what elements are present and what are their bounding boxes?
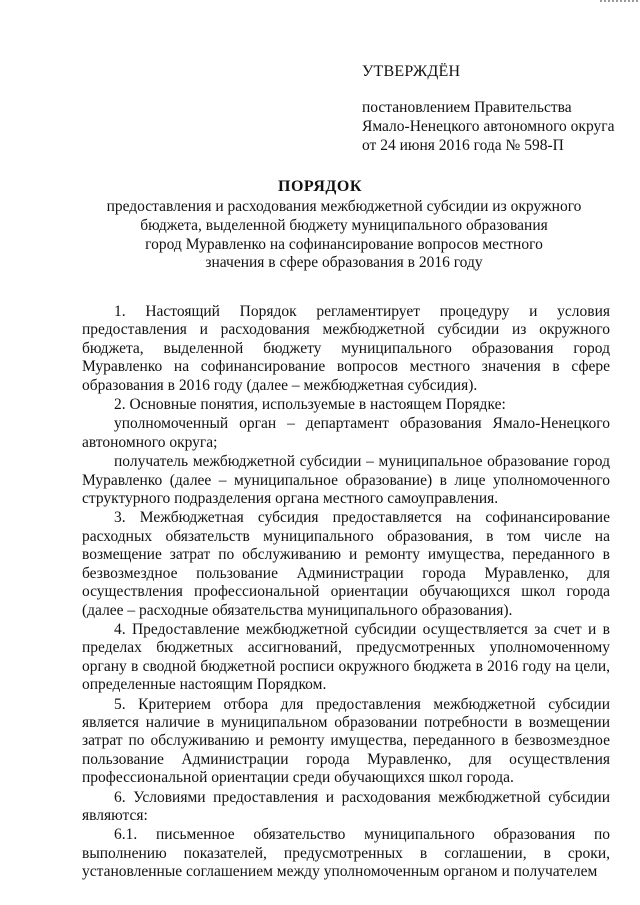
approval-line: постановлением Правительства xyxy=(362,99,572,116)
document-body xyxy=(82,303,610,882)
document-title: ПОРЯДОК xyxy=(278,178,362,195)
approval-block xyxy=(362,62,632,155)
approval-line: Ямало-Ненецкого автономного округа xyxy=(362,118,615,135)
page-edge-mark xyxy=(600,0,638,5)
paragraph-6-1: 6.1. письменное обязательство муниципального образования по выполнению показателей, предусмотренных в соглашении, в сроки, установленные соглашением между уполномоченным органом и получателем xyxy=(82,826,610,881)
subtitle-line: город Муравленко на софинансирование вопросов местного xyxy=(145,235,543,253)
definition-authorized-body: уполномоченный орган – департамент образования Ямало-Ненецкого автономного округа; xyxy=(82,415,610,451)
subtitle-line: бюджета, выделенной бюджету муниципального образования xyxy=(140,216,548,234)
paragraph-2: 2. Основные понятия, используемые в настоящем Порядке: xyxy=(114,396,506,414)
subtitle-line: значения в сфере образования в 2016 году xyxy=(205,254,483,272)
paragraph-3: 3. Межбюджетная субсидия предоставляется на софинансирование расходных обязательств муниципального образования, в том числе на возмещение затрат по обслуживанию и ремонту имущества, переданного в безвозмездное пользование Администрации города Муравленко, для осуществления профессиональной ориентации обучающихся школ города (далее – расходные обязательства муниципального образования). xyxy=(82,509,610,619)
document-subtitle xyxy=(100,198,588,273)
subtitle-line: предоставления и расходования межбюджетной субсидии из окружного xyxy=(106,198,582,215)
paragraph-4: 4. Предоставление межбюджетной субсидии осуществляется за счет и в пределах бюджетных ассигнований, предусмотренных уполномоченному органу в сводной бюджетной росписи окружного бюджета в 2016 году на цели, определенные настоящим Порядком. xyxy=(82,620,610,694)
paragraph-6: 6. Условиями предоставления и расходования межбюджетной субсидии являются: xyxy=(82,788,610,824)
paragraph-1: 1. Настоящий Порядок регламентирует процедуру и условия предоставления и расходования межбюджетной субсидии из окружного бюджета, выделенной бюджету муниципального образования город Муравленко на софинансирование вопросов местного значения в сфере образования в 2016 году (далее – межбюджетная субсидия). xyxy=(82,303,610,394)
paragraph-5: 5. Критерием отбора для предоставления межбюджетной субсидии является наличие в муниципальном образовании потребности в возмещении затрат по обслуживанию и ремонту имущества, переданного в безвозмездное пользование Администрации города Муравленко, для осуществления профессиональной ориентации среди обучающихся школ города. xyxy=(82,695,610,787)
approval-stamp: УТВЕРЖДЁН xyxy=(362,63,461,80)
definition-recipient: получатель межбюджетной субсидии – муниципальное образование город Муравленко (далее – муниципальное образование) в лице уполномоченного структурного подразделения органа местного самоуправления. xyxy=(82,453,610,508)
approval-line: от 24 июня 2016 года № 598-П xyxy=(362,137,564,154)
